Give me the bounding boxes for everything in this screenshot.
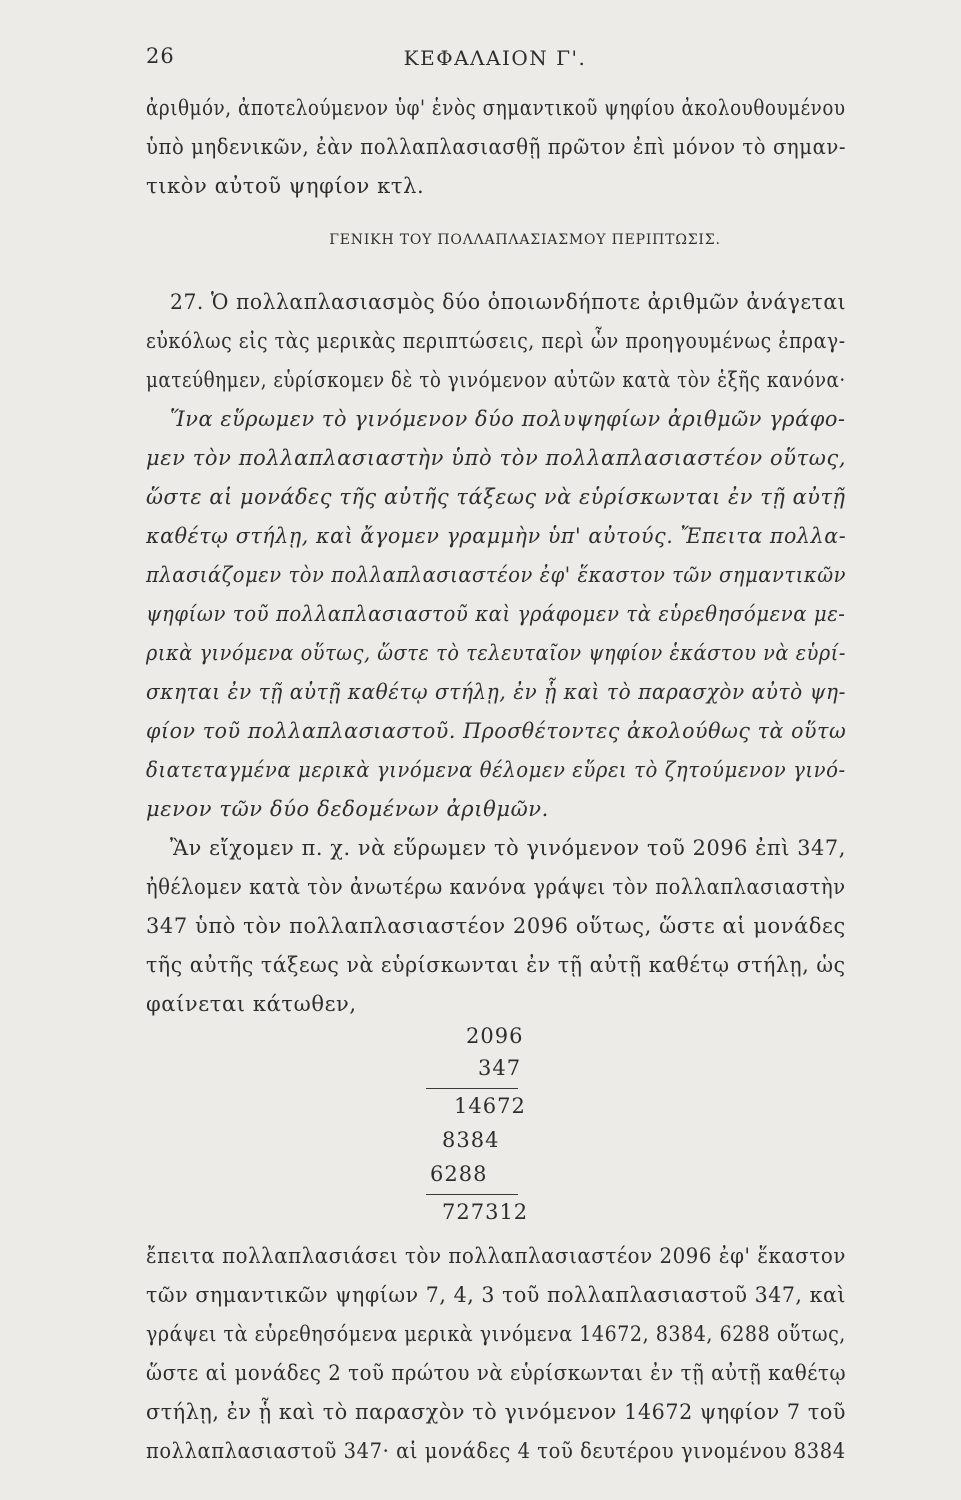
text-line: Ἵνα εὕρωμεν τὸ γινόμενον δύο πολυψηφίων ἀριθμῶν γράφο-	[170, 407, 846, 431]
multiplier: 347	[478, 1056, 522, 1080]
text-line: ψηφίων τοῦ πολλαπλασιαστοῦ καὶ γράφομεν τὰ εὑρεθησόμενα με-	[146, 602, 846, 626]
text-line: ἠθέλομεν κατὰ τὸν ἀνωτέρω κανόνα γράψει τὸν πολλαπλασιαστὴν	[146, 875, 846, 899]
multiplicand: 2096	[466, 1024, 524, 1048]
text-line: ὑπὸ μηδενικῶν, ἐὰν πολλαπλασιασθῇ πρῶτον ἐπὶ μόνον τὸ σημαν-	[146, 135, 847, 159]
text-line: πλασιάζομεν τὸν πολλαπλασιαστέον ἐφ' ἕκαστον τῶν σημαντικῶν	[146, 563, 847, 587]
text-line: τικὸν αὐτοῦ ψηφίον κτλ.	[146, 174, 425, 198]
text-line: ὥστε αἱ μονάδες τῆς αὐτῆς τάξεως νὰ εὑρίσκωνται ἐν τῇ αὐτῇ	[146, 485, 846, 509]
text-line: πολλαπλασιαστοῦ 347· αἱ μονάδες 4 τοῦ δευτέρου γινομένου 8384	[146, 1439, 846, 1463]
text-line: μενον τῶν δύο δεδομένων ἀριθμῶν.	[146, 797, 549, 821]
section-heading: ΓΕΝΙΚΗ ΤΟΥ ΠΟΛΛΑΠΛΑΣΙΑΣΜΟΥ ΠΕΡΙΠΤΩΣΙΣ.	[329, 232, 721, 248]
text-line: σκηται ἐν τῇ αὐτῇ καθέτῳ στήλῃ, ἐν ᾗ καὶ τὸ παρασχὸν αὐτὸ ψη-	[146, 680, 846, 704]
page-number: 26	[146, 44, 175, 68]
text-line: γράψει τὰ εὑρεθησόμενα μερικὰ γινόμενα 14672, 8384, 6288 οὕτως,	[146, 1322, 846, 1346]
text-line: τῆς αὐτῆς τάξεως νὰ εὑρίσκωνται ἐν τῇ αὐτῇ καθέτῳ στήλῃ, ὡς	[146, 953, 846, 977]
text-line: Ἂν εἴχομεν π. χ. νὰ εὕρωμεν τὸ γινόμενον τοῦ 2096 ἐπὶ 347,	[170, 836, 846, 860]
partial-product-1: 14672	[454, 1094, 526, 1118]
text-line: 27. Ὁ πολλαπλασιασμὸς δύο ὁποιωνδήποτε ἀριθμῶν ἀνάγεται	[170, 290, 847, 314]
text-line: μεν τὸν πολλαπλασιαστὴν ὑπὸ τὸν πολλαπλασιαστέον οὕτως,	[146, 446, 847, 470]
calc-rule	[426, 1194, 518, 1195]
text-line: 347 ὑπὸ τὸν πολλαπλασιαστέον 2096 οὕτως, ὥστε αἱ μονάδες	[146, 914, 846, 938]
text-line: ἀριθμόν, ἀποτελούμενον ὑφ' ἑνὸς σημαντικοῦ ψηφίου ἀκολουθουμένου	[146, 96, 846, 120]
text-line: καθέτῳ στήλῃ, καὶ ἄγομεν γραμμὴν ὑπ' αὐτούς. Ἔπειτα πολλα-	[146, 524, 847, 548]
text-line: στήλῃ, ἐν ᾗ καὶ τὸ παρασχὸν τὸ γινόμενον 14672 ψηφίον 7 τοῦ	[146, 1400, 847, 1424]
product: 727312	[442, 1200, 529, 1224]
text-line: ματεύθημεν, εὑρίσκομεν δὲ τὸ γινόμενον αὐτῶν κατὰ τὸν ἑξῆς κανόνα·	[146, 368, 846, 392]
running-head: ΚΕΦΑΛΑΙΟΝ Γ'.	[403, 46, 587, 70]
text-line: φίον τοῦ πολλαπλασιαστοῦ. Προσθέτοντες ἀκολούθως τὰ οὕτω	[146, 719, 847, 743]
text-line: ὥστε αἱ μονάδες 2 τοῦ πρώτου νὰ εὑρίσκωνται ἐν τῇ αὐτῇ καθέτῳ	[146, 1361, 847, 1385]
text-line: φαίνεται κάτωθεν,	[146, 992, 357, 1016]
text-line: τῶν σημαντικῶν ψηφίων 7, 4, 3 τοῦ πολλαπλασιαστοῦ 347, καὶ	[146, 1283, 847, 1307]
text-line: ρικὰ γινόμενα οὕτως, ὥστε τὸ τελευταῖον ψηφίον ἑκάστου νὰ εὑρί-	[146, 641, 846, 665]
partial-product-3: 6288	[430, 1162, 488, 1186]
text-line: διατεταγμένα μερικὰ γινόμενα θέλομεν εὕρει τὸ ζητούμενον γινό-	[146, 758, 846, 782]
partial-product-2: 8384	[442, 1128, 500, 1152]
calc-rule	[426, 1088, 518, 1089]
text-line: ἔπειτα πολλαπλασιάσει τὸν πολλαπλασιαστέον 2096 ἐφ' ἕκαστον	[146, 1244, 846, 1268]
text-line: εὐκόλως εἰς τὰς μερικὰς περιπτώσεις, περὶ ὧν προηγουμένως ἐπραγ-	[146, 329, 846, 353]
